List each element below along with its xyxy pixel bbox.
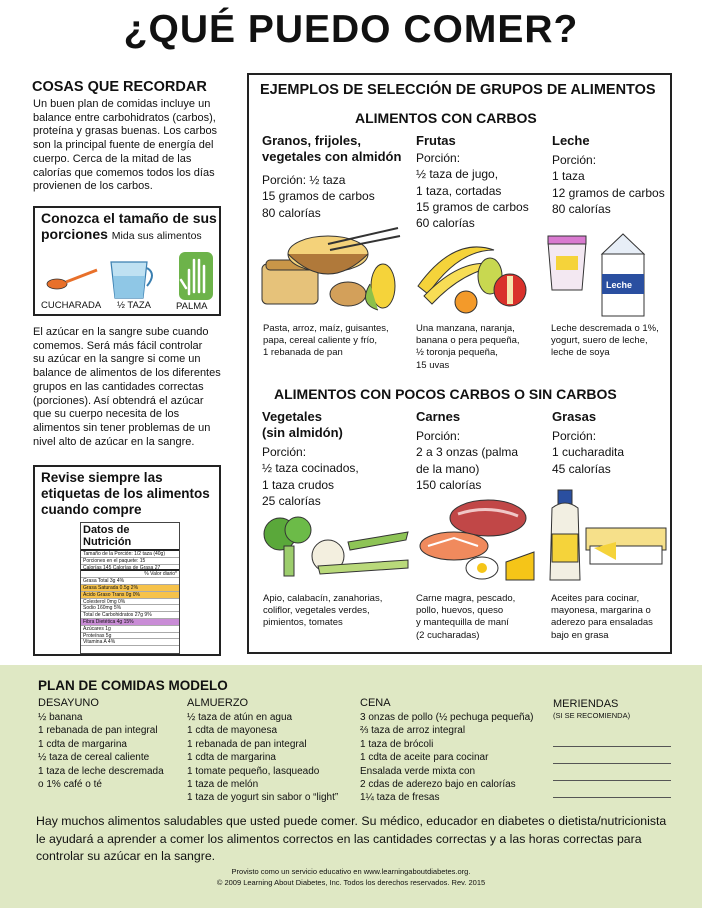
snacks-lines <box>553 730 677 798</box>
portions-box: Conozca el tamaño de sus porciones Mida sus alimentos CUCHARADA ½ TAZA PALMA <box>33 206 221 316</box>
fats-column: Grasas Porción: 1 cucharadita 45 calorías <box>552 409 625 476</box>
remember-heading: COSAS QUE RECORDAR <box>32 79 207 95</box>
low-carbs-section-title: ALIMENTOS CON POCOS CARBOS O SIN CARBOS <box>274 386 617 402</box>
fish-icon <box>420 532 488 560</box>
palm-label: PALMA <box>176 301 208 312</box>
fats-caption: Aceites para cocinar, mayonesa, margarina o aderezo para ensaladas bajo en grasa <box>551 593 653 641</box>
portions-subtitle: Mida sus alimentos <box>111 230 202 242</box>
spoon-label: CUCHARADA <box>41 300 102 311</box>
measuring-tools-illustration <box>39 252 219 302</box>
milk-column: Leche Porción: 1 taza 12 gramos de carbos 80 calorías <box>552 133 665 216</box>
fruits-column: Frutas Porción: ½ taza de jugo, 1 taza, cortadas 15 gramos de carbos 60 calorías <box>416 133 529 231</box>
fats-illustration <box>546 484 670 584</box>
meal-plan-title: PLAN DE COMIDAS MODELO <box>38 678 228 693</box>
vegetables-caption: Apio, calabacín, zanahorias, coliflor, vegetales verdes, pimientos, tomates <box>263 593 383 629</box>
milk-carton-label: Leche <box>606 280 633 290</box>
vegetables-column: Vegetales (sin almidón) Porción: ½ taza cocinados, 1 taza crudos 25 calorías <box>262 409 359 508</box>
measuring-cup-icon <box>111 262 152 298</box>
fruits-caption: Una manzana, naranja, banana o pera pequeña, ½ toronja pequeña, 15 uvas <box>416 323 520 371</box>
grains-caption: Pasta, arroz, maíz, guisantes, papa, cereal caliente y frío, 1 rebanada de pan <box>263 323 389 359</box>
breakfast-heading: DESAYUNO <box>38 697 99 709</box>
margarine-icon <box>586 528 666 564</box>
page-title: ¿QUÉ PUEDO COMER? <box>123 8 579 51</box>
apple-icon <box>494 274 526 306</box>
intro-paragraph: Un buen plan de comidas incluye un balance entre carbohidratos (carbos), proteína y grasas buenas. Los carbos son la principal fuente de energía del cuerpo. Cerca de la mitad de las calorías que comemos todos los días provienen de los carbos. <box>33 98 218 193</box>
spoon-icon <box>47 270 97 289</box>
lunch-heading: ALMUERZO <box>187 697 249 709</box>
palm-icon <box>179 252 213 300</box>
orange-icon <box>455 291 477 313</box>
milk-caption: Leche descremada o 1%, yogurt, suero de leche, leche de soya <box>551 323 659 359</box>
portions-title: Conozca el tamaño de sus <box>41 210 217 226</box>
cheese-icon <box>506 552 534 580</box>
snacks-column <box>553 698 677 798</box>
broccoli-icon <box>264 517 311 576</box>
lunch-column: ALMUERZO ½ taza de atún en agua 1 cdta de mayonesa 1 rebanada de pan integral 1 cdta de margarina 1 tomate pequeño, lasqueado 1 taza de melón 1 taza de yogurt sin sabor o “light” <box>187 697 357 805</box>
closing-paragraph: Hay muchos alimentos saludables que usted puede comer. Su médico, educador en diabetes o dietista/nutricionista le ayudará a aprender a comer los alimentos correctos en las cantidades correctas y a las horas correctas para controlar su azúcar en la sangre. <box>36 814 667 863</box>
food-groups-title: EJEMPLOS DE SELECCIÓN DE GRUPOS DE ALIMENTOS <box>260 82 656 98</box>
labels-title: Revise siempre las <box>41 470 163 485</box>
meats-caption: Carne magra, pescado, pollo, huevos, queso y mantequilla de maní (2 cucharadas) <box>416 593 516 641</box>
egg-icon <box>466 557 498 579</box>
meats-illustration <box>414 496 538 586</box>
sugar-paragraph: El azúcar en la sangre sube cuando comemos. Será más fácil controlar su azúcar en la sangre si come un balance de alimentos de los diferentes grupos en las cantidades correctas (porciones). Así obtendrá el azúcar que su cuerpo necesita de los alimentos sin tener problemas de un nivel alto de azúcar en la sangre. <box>33 326 221 448</box>
snacks-note: (SI SE RECOMIENDA) <box>553 711 631 720</box>
snacks-heading: MERIENDAS <box>553 698 619 710</box>
fruits-illustration <box>414 236 534 316</box>
dinner-heading: CENA <box>360 697 391 709</box>
milk-illustration <box>544 230 668 320</box>
nutrition-facts-label: Datos de Nutrición Tamaño de la Porción: 1/2 taza (40g) Porciones en el paquete: 15 Calorías 145 Calorías de Grasa 27 % Valor diario* Grasa Total 3g 4% Grasa Saturada 0.5g 2% Ácido Graso Trans 0g 0% Colesterol 0mg 0% Sodio 160mg 5% Total de Carbohidratos 27g 9% Fibra Dietética 4g 15% Azúcares 1g Proteínas 5g Vitamina A 4% <box>80 522 180 654</box>
dinner-column: CENA 3 onzas de pollo (½ pechuga pequeña) ⅔ taza de arroz integral 1 taza de brócoli 1 cdta de aceite para cocinar Ensalada verde mixta con 2 cdas de aderezo bajo en calorías 1¼ taza de fresas <box>360 697 550 805</box>
labels-box: Revise siempre las etiquetas de los alimentos cuando compre <box>33 465 221 656</box>
vegetables-illustration <box>258 512 410 584</box>
footer-line-1: Provisto como un servicio educativo en www.learningaboutdiabetes.org. <box>231 867 471 876</box>
corn-icon <box>366 264 396 310</box>
footer-line-2: © 2009 Learning About Diabetes, Inc. Todos los derechos reservados. Rev. 2015 <box>216 878 486 887</box>
potato-icon <box>330 282 366 306</box>
yogurt-icon <box>548 236 586 290</box>
grains-column: Granos, frijoles, vegetales con almidón Porción: ½ taza 15 gramos de carbos 80 calorías <box>262 133 402 220</box>
carbs-section-title: ALIMENTOS CON CARBOS <box>355 110 537 126</box>
meats-column: Carnes Porción: 2 a 3 onzas (palma de la mano) 150 calorías <box>416 409 519 492</box>
oil-bottle-icon <box>550 490 580 580</box>
milk-carton-icon <box>602 234 644 316</box>
cup-label: ½ TAZA <box>117 300 151 311</box>
breakfast-column: DESAYUNO ½ banana 1 rebanada de pan integral 1 cdta de margarina ½ taza de cereal caliente 1 taza de leche descremada o 1% café o té <box>38 697 188 791</box>
grains-illustration <box>258 224 408 318</box>
meat-icon <box>450 500 526 536</box>
